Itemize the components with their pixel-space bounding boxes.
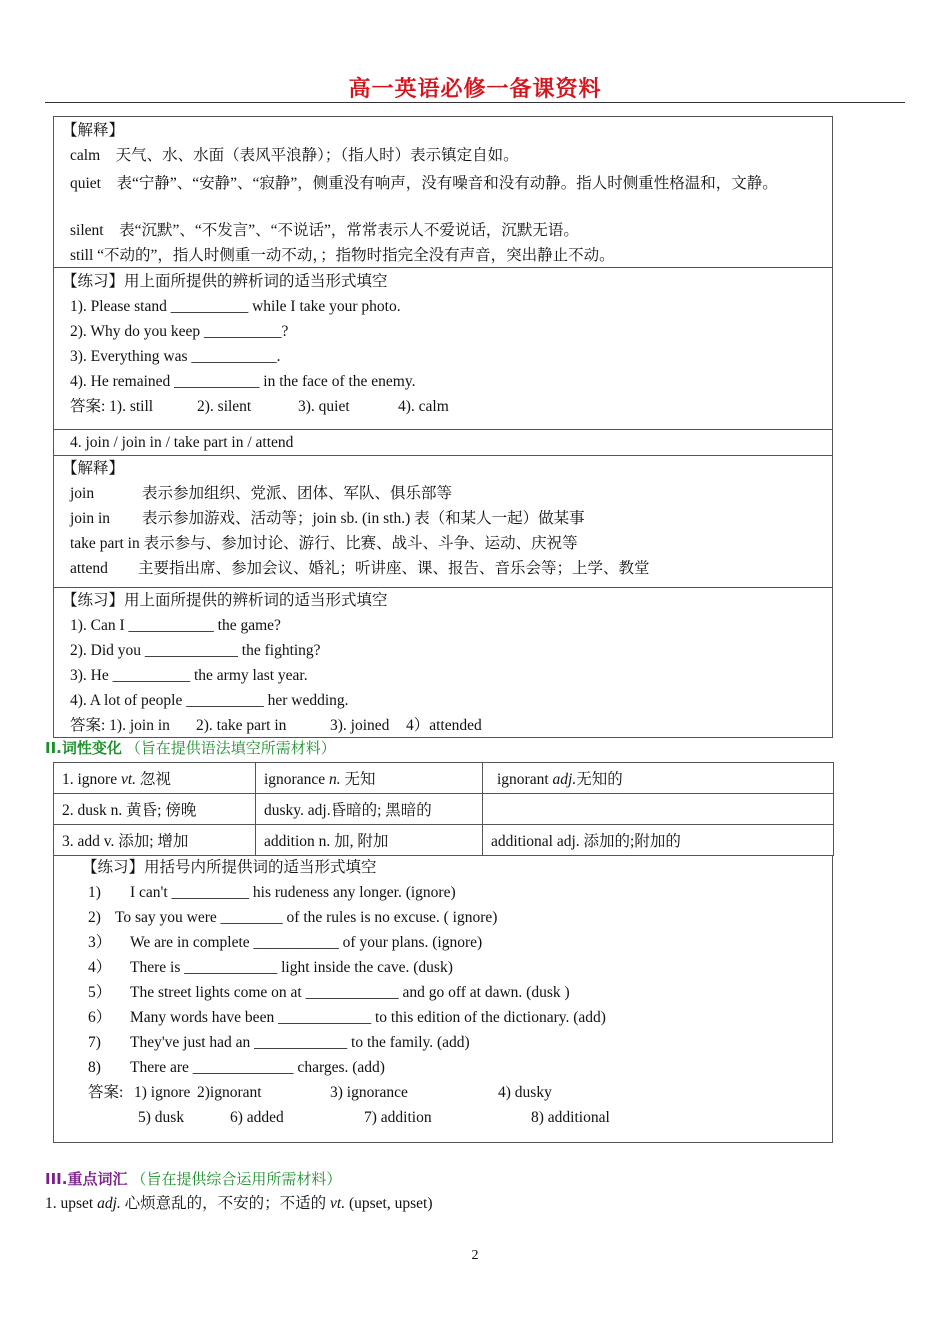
explain-heading: 【解释】 xyxy=(62,460,125,477)
vocab-entry-upset: 1. upset adj. 心烦意乱的，不安的；不适的 vt. (upset, upset) xyxy=(45,1195,433,1212)
item-number: 1) xyxy=(88,884,101,901)
calm-entry: calm 天气、水、水面（表风平浪静）；（指人时）表示镇定自如。 xyxy=(70,147,519,164)
answer-item: 6) added xyxy=(230,1109,284,1126)
practice-question: They've just had an ____________ to the family. (add) xyxy=(130,1034,470,1051)
table-cell: additional adj. 添加的;附加的 xyxy=(483,825,834,856)
answer-item: 2)ignorant xyxy=(197,1084,262,1101)
table-cell xyxy=(483,794,834,825)
answer-item: 4）attended xyxy=(406,717,482,734)
practice-question: There is ____________ light inside the cave. (dusk) xyxy=(130,959,453,976)
attend-definition: 主要指出席、参加会议、婚礼；听讲座、课、报告、音乐会等；上学、教堂 xyxy=(138,560,650,577)
header-rule xyxy=(45,102,905,103)
section-3-heading xyxy=(45,1169,341,1190)
practice-box-3 xyxy=(53,855,833,1143)
practice-question: Many words have been ____________ to this edition of the dictionary. (add) xyxy=(130,1009,606,1026)
answer-item: 3). quiet xyxy=(298,398,350,415)
explain-heading: 【解释】 xyxy=(62,122,125,139)
answer-label: 答案: 1). still xyxy=(70,398,154,415)
table-cell: ignorant adj.无知的 xyxy=(483,763,834,794)
practice-question: I can't __________ his rudeness any longer. (ignore) xyxy=(130,884,456,901)
item-number: 7) xyxy=(88,1034,101,1051)
answer-item: 3) ignorance xyxy=(330,1084,408,1101)
practice-question: 3). He __________ the army last year. xyxy=(70,667,308,684)
section-2-note: （旨在提供语法填空所需材料） xyxy=(125,741,336,757)
join-in-word: join in xyxy=(70,510,111,527)
item-number: 2) xyxy=(88,909,101,926)
table-cell: 1. ignore vt. 忽视 xyxy=(54,763,256,794)
table-row xyxy=(54,825,834,856)
word-forms-table xyxy=(53,762,834,856)
answer-item: 4). calm xyxy=(398,398,449,415)
practice-question: 4). A lot of people __________ her wedding. xyxy=(70,692,349,709)
answer-item: 答案: 1). join in xyxy=(70,717,170,734)
answer-item: 7) addition xyxy=(364,1109,432,1126)
answer-label: 答案: xyxy=(88,1084,124,1101)
item-number: 3） xyxy=(88,934,112,951)
answer-item: 2). take part in xyxy=(196,717,287,734)
section-2-label: II.词性变化 xyxy=(45,739,122,757)
explanation-box-1 xyxy=(53,116,833,268)
table-cell: ignorance n. 无知 xyxy=(256,763,483,794)
section-3-label: III.重点词汇 xyxy=(45,1170,128,1188)
join-definition: 表示参加组织、党派、团体、军队、俱乐部等 xyxy=(142,485,453,502)
practice-question: To say you were ________ of the rules is no excuse. ( ignore) xyxy=(115,909,498,926)
silent-entry: silent 表“沉默”、“不发言”、“不说话”，常常表示人不爱说话，沉默无语。 xyxy=(70,222,579,239)
word-group-title: 4. join / join in / take part in / attend xyxy=(70,434,294,451)
table-row xyxy=(54,794,834,825)
practice-question: 3). Everything was ___________. xyxy=(70,348,281,365)
join-word: join xyxy=(70,485,95,502)
word-group-title-box xyxy=(53,429,833,456)
practice-question: We are in complete ___________ of your plans. (ignore) xyxy=(130,934,483,951)
join-in-definition: 表示参加游戏、活动等；join sb. (in sth.) 表（和某人一起）做某事 xyxy=(142,510,585,527)
answer-item: 4) dusky xyxy=(498,1084,552,1101)
answer-item: 5) dusk xyxy=(138,1109,185,1126)
practice-heading: 【练习】用上面所提供的辨析词的适当形式填空 xyxy=(62,273,388,290)
item-number: 5） xyxy=(88,984,112,1001)
explanation-box-2 xyxy=(53,455,833,588)
section-2-heading xyxy=(45,738,336,759)
page-number: 2 xyxy=(471,1248,479,1263)
practice-question: 2). Did you ____________ the fighting? xyxy=(70,642,321,659)
practice-question: There are _____________ charges. (add) xyxy=(130,1059,385,1076)
answer-item: 1) ignore xyxy=(134,1084,191,1101)
section-3-note: （旨在提供综合运用所需材料） xyxy=(131,1172,342,1188)
take-part-in-entry: take part in 表示参与、参加讨论、游行、比赛、战斗、斗争、运动、庆祝等 xyxy=(70,535,578,552)
quiet-entry: quiet 表“宁静”、“安静”、“寂静”，侧重没有响声，没有噪音和没有动静。指人时侧重性格温和，文静。 xyxy=(70,175,778,192)
table-cell: dusky. adj.昏暗的; 黑暗的 xyxy=(256,794,483,825)
answer-item: 8) additional xyxy=(531,1109,610,1126)
practice-heading: 【练习】用括号内所提供词的适当形式填空 xyxy=(82,859,377,876)
table-cell: 2. dusk n. 黄昏; 傍晚 xyxy=(54,794,256,825)
practice-question: The street lights come on at ____________ and go off at dawn. (dusk ) xyxy=(130,984,570,1001)
page-header-title: 高一英语必修一备课资料 xyxy=(348,77,602,102)
still-entry: still “不动的”，指人时侧重一动不动，；指物时指完全没有声音，突出静止不动。 xyxy=(70,247,615,264)
practice-box-2 xyxy=(53,587,833,738)
answer-item: 3). joined xyxy=(330,717,390,734)
practice-box-1 xyxy=(53,267,833,430)
item-number: 4） xyxy=(88,959,112,976)
item-number: 6） xyxy=(88,1009,112,1026)
practice-question: 1). Please stand __________ while I take your photo. xyxy=(70,298,401,315)
table-row xyxy=(54,763,834,794)
practice-heading: 【练习】用上面所提供的辨析词的适当形式填空 xyxy=(62,592,388,609)
practice-question: 1). Can I ___________ the game? xyxy=(70,617,281,634)
attend-word: attend xyxy=(70,560,108,577)
practice-question: 4). He remained ___________ in the face of the enemy. xyxy=(70,373,416,390)
practice-question: 2). Why do you keep __________? xyxy=(70,323,289,340)
item-number: 8) xyxy=(88,1059,101,1076)
table-cell: 3. add v. 添加; 增加 xyxy=(54,825,256,856)
table-cell: addition n. 加, 附加 xyxy=(256,825,483,856)
answer-item: 2). silent xyxy=(197,398,252,415)
